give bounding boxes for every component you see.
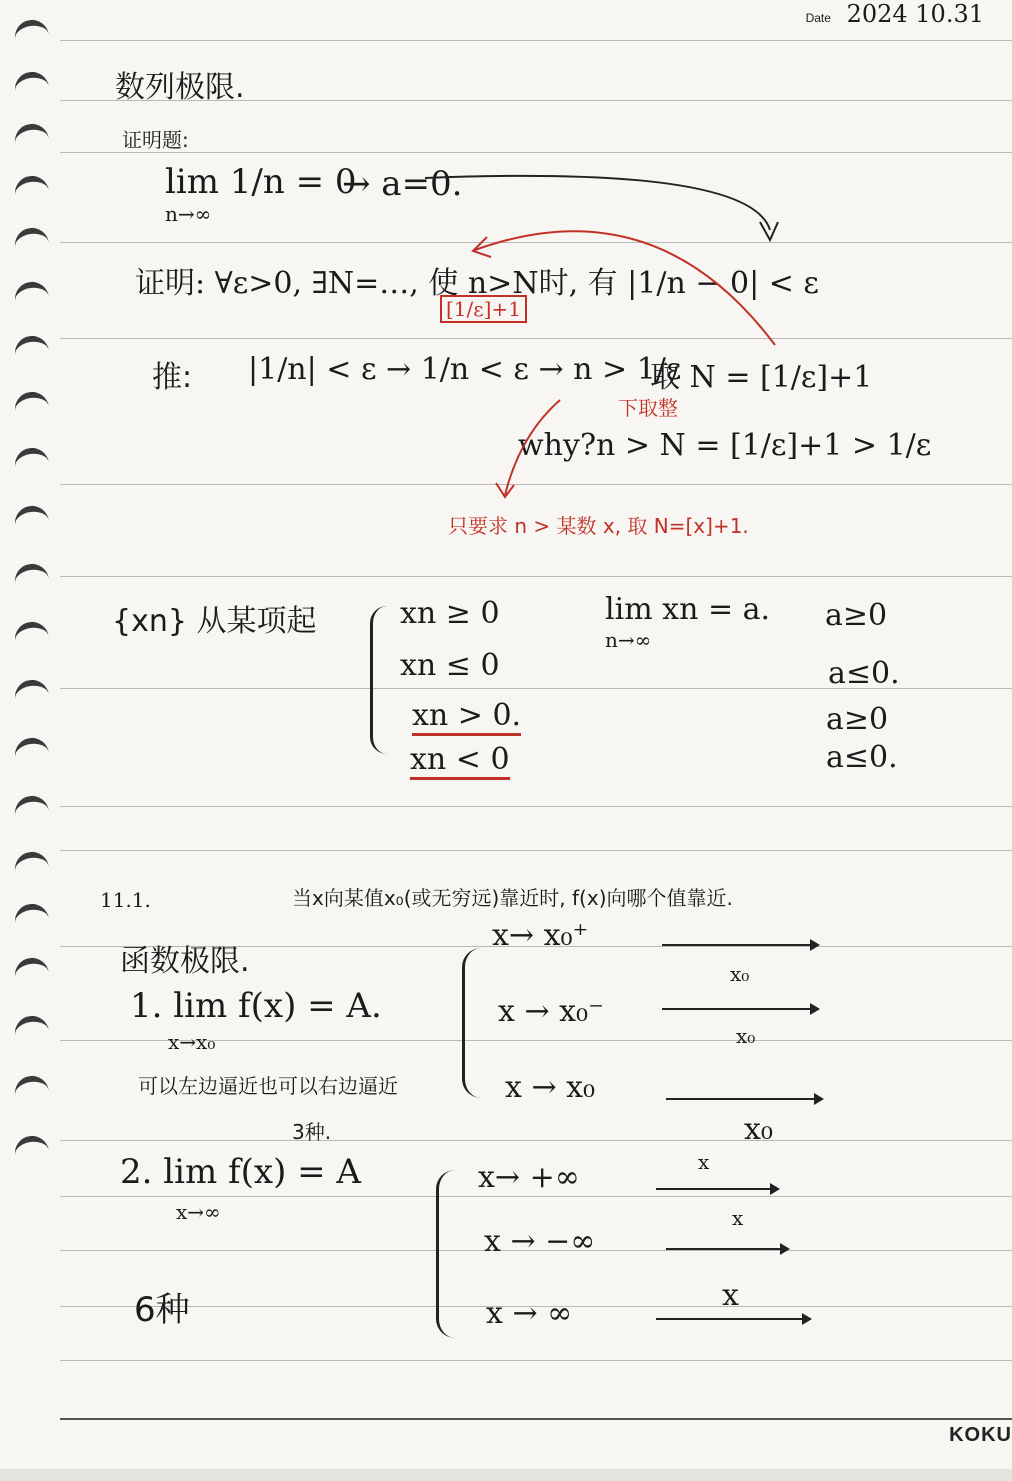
limit-subscript: n→∞ — [165, 202, 212, 226]
case1-both: x → x₀ — [505, 1070, 596, 1105]
proof-n-value-box: [1/ε]+1 — [440, 295, 527, 323]
item2-expression: 2. lim f(x) = A — [120, 1152, 361, 1192]
item1-subscript: x→x₀ — [168, 1030, 216, 1054]
numline-2-mark: x₀ — [736, 1024, 756, 1048]
red-bottom-note: 只要求 n > 某数 x, 取 N=[x]+1. — [448, 514, 749, 538]
red-down-arrow — [490, 395, 580, 505]
item2-note: 6种 — [134, 1290, 190, 1330]
brace-item2-cases — [436, 1170, 455, 1338]
case2-plus-inf: x→ +∞ — [478, 1160, 580, 1195]
page-bottom-strip — [0, 1469, 1012, 1481]
implies-a-zero: → a=0. — [342, 164, 463, 204]
section-number: 11.1. — [100, 888, 151, 912]
red-arc-arrow — [455, 205, 795, 355]
numline-6 — [656, 1318, 810, 1320]
numline-3 — [666, 1098, 822, 1100]
item2-subscript: x→∞ — [176, 1200, 221, 1224]
result-2: a≤0. — [828, 656, 900, 691]
result-4: a≤0. — [826, 740, 898, 775]
derive-chain: |1/n| < ε → 1/n < ε → n > 1/ε — [248, 352, 682, 387]
lim-xn-expression: lim xn = a. — [605, 592, 771, 627]
function-limit-title: 函数极限. — [120, 944, 250, 979]
case1-right: x→ x₀⁺ — [492, 918, 589, 953]
derive-label: 推: — [152, 360, 193, 395]
date-field — [806, 0, 984, 28]
lim-xn-subscript: n→∞ — [605, 628, 652, 652]
numline-5-x: x — [732, 1206, 744, 1230]
item1-note-count: 3种. — [292, 1120, 332, 1144]
why-expression: n > N = [1/ε]+1 > 1/ε — [596, 428, 932, 463]
numline-3-mark: x₀ — [744, 1112, 773, 1147]
numline-6-x: x — [722, 1278, 739, 1313]
numline-4-x: x — [698, 1150, 710, 1174]
numline-4 — [656, 1188, 778, 1190]
date-label: Date — [805, 11, 831, 25]
result-1: a≥0 — [825, 598, 888, 633]
numline-5 — [666, 1248, 788, 1250]
case2-inf: x → ∞ — [486, 1296, 573, 1331]
brand-logo: KOKU — [949, 1424, 1012, 1446]
condition-1: xn ≥ 0 — [400, 596, 500, 631]
red-note-floor: 下取整 — [618, 396, 678, 420]
case2-minus-inf: x → −∞ — [484, 1224, 596, 1259]
condition-3: xn > 0. — [412, 698, 521, 736]
date-value: 2024 10.31 — [846, 0, 984, 28]
numline-2 — [662, 1008, 818, 1010]
proof-statement: 证明: ∀ε>0, ∃N=…, 使 n>N时, 有 |1/n − 0| < ε — [135, 266, 819, 301]
numline-1 — [662, 944, 818, 946]
take-n-expression: 取 N = [1/ε]+1 — [650, 360, 873, 395]
limit-expression: lim 1/n = 0 — [165, 162, 357, 202]
brace-item1-cases — [462, 948, 481, 1098]
case1-left: x → x₀⁻ — [498, 994, 604, 1029]
spiral-binding — [0, 0, 60, 1420]
why-label: why? — [518, 428, 597, 463]
item1-expression: 1. lim f(x) = A. — [130, 986, 382, 1026]
numline-1-mark: x₀ — [730, 962, 750, 986]
section-title-sequence-limit: 数列极限. — [115, 70, 245, 105]
condition-4: xn < 0 — [410, 742, 510, 780]
item1-note: 可以左边逼近也可以右边逼近 — [138, 1074, 398, 1098]
subtitle-proof-problem: 证明题: — [122, 128, 189, 152]
condition-2: xn ≤ 0 — [400, 648, 500, 683]
sequence-from-some-term-label: {xn} 从某项起 — [112, 604, 317, 639]
function-limit-description: 当x向某值x₀(或无穷远)靠近时, f(x)向哪个值靠近. — [292, 886, 733, 910]
brace-sign-conditions — [370, 606, 387, 754]
result-3: a≥0 — [826, 702, 889, 737]
